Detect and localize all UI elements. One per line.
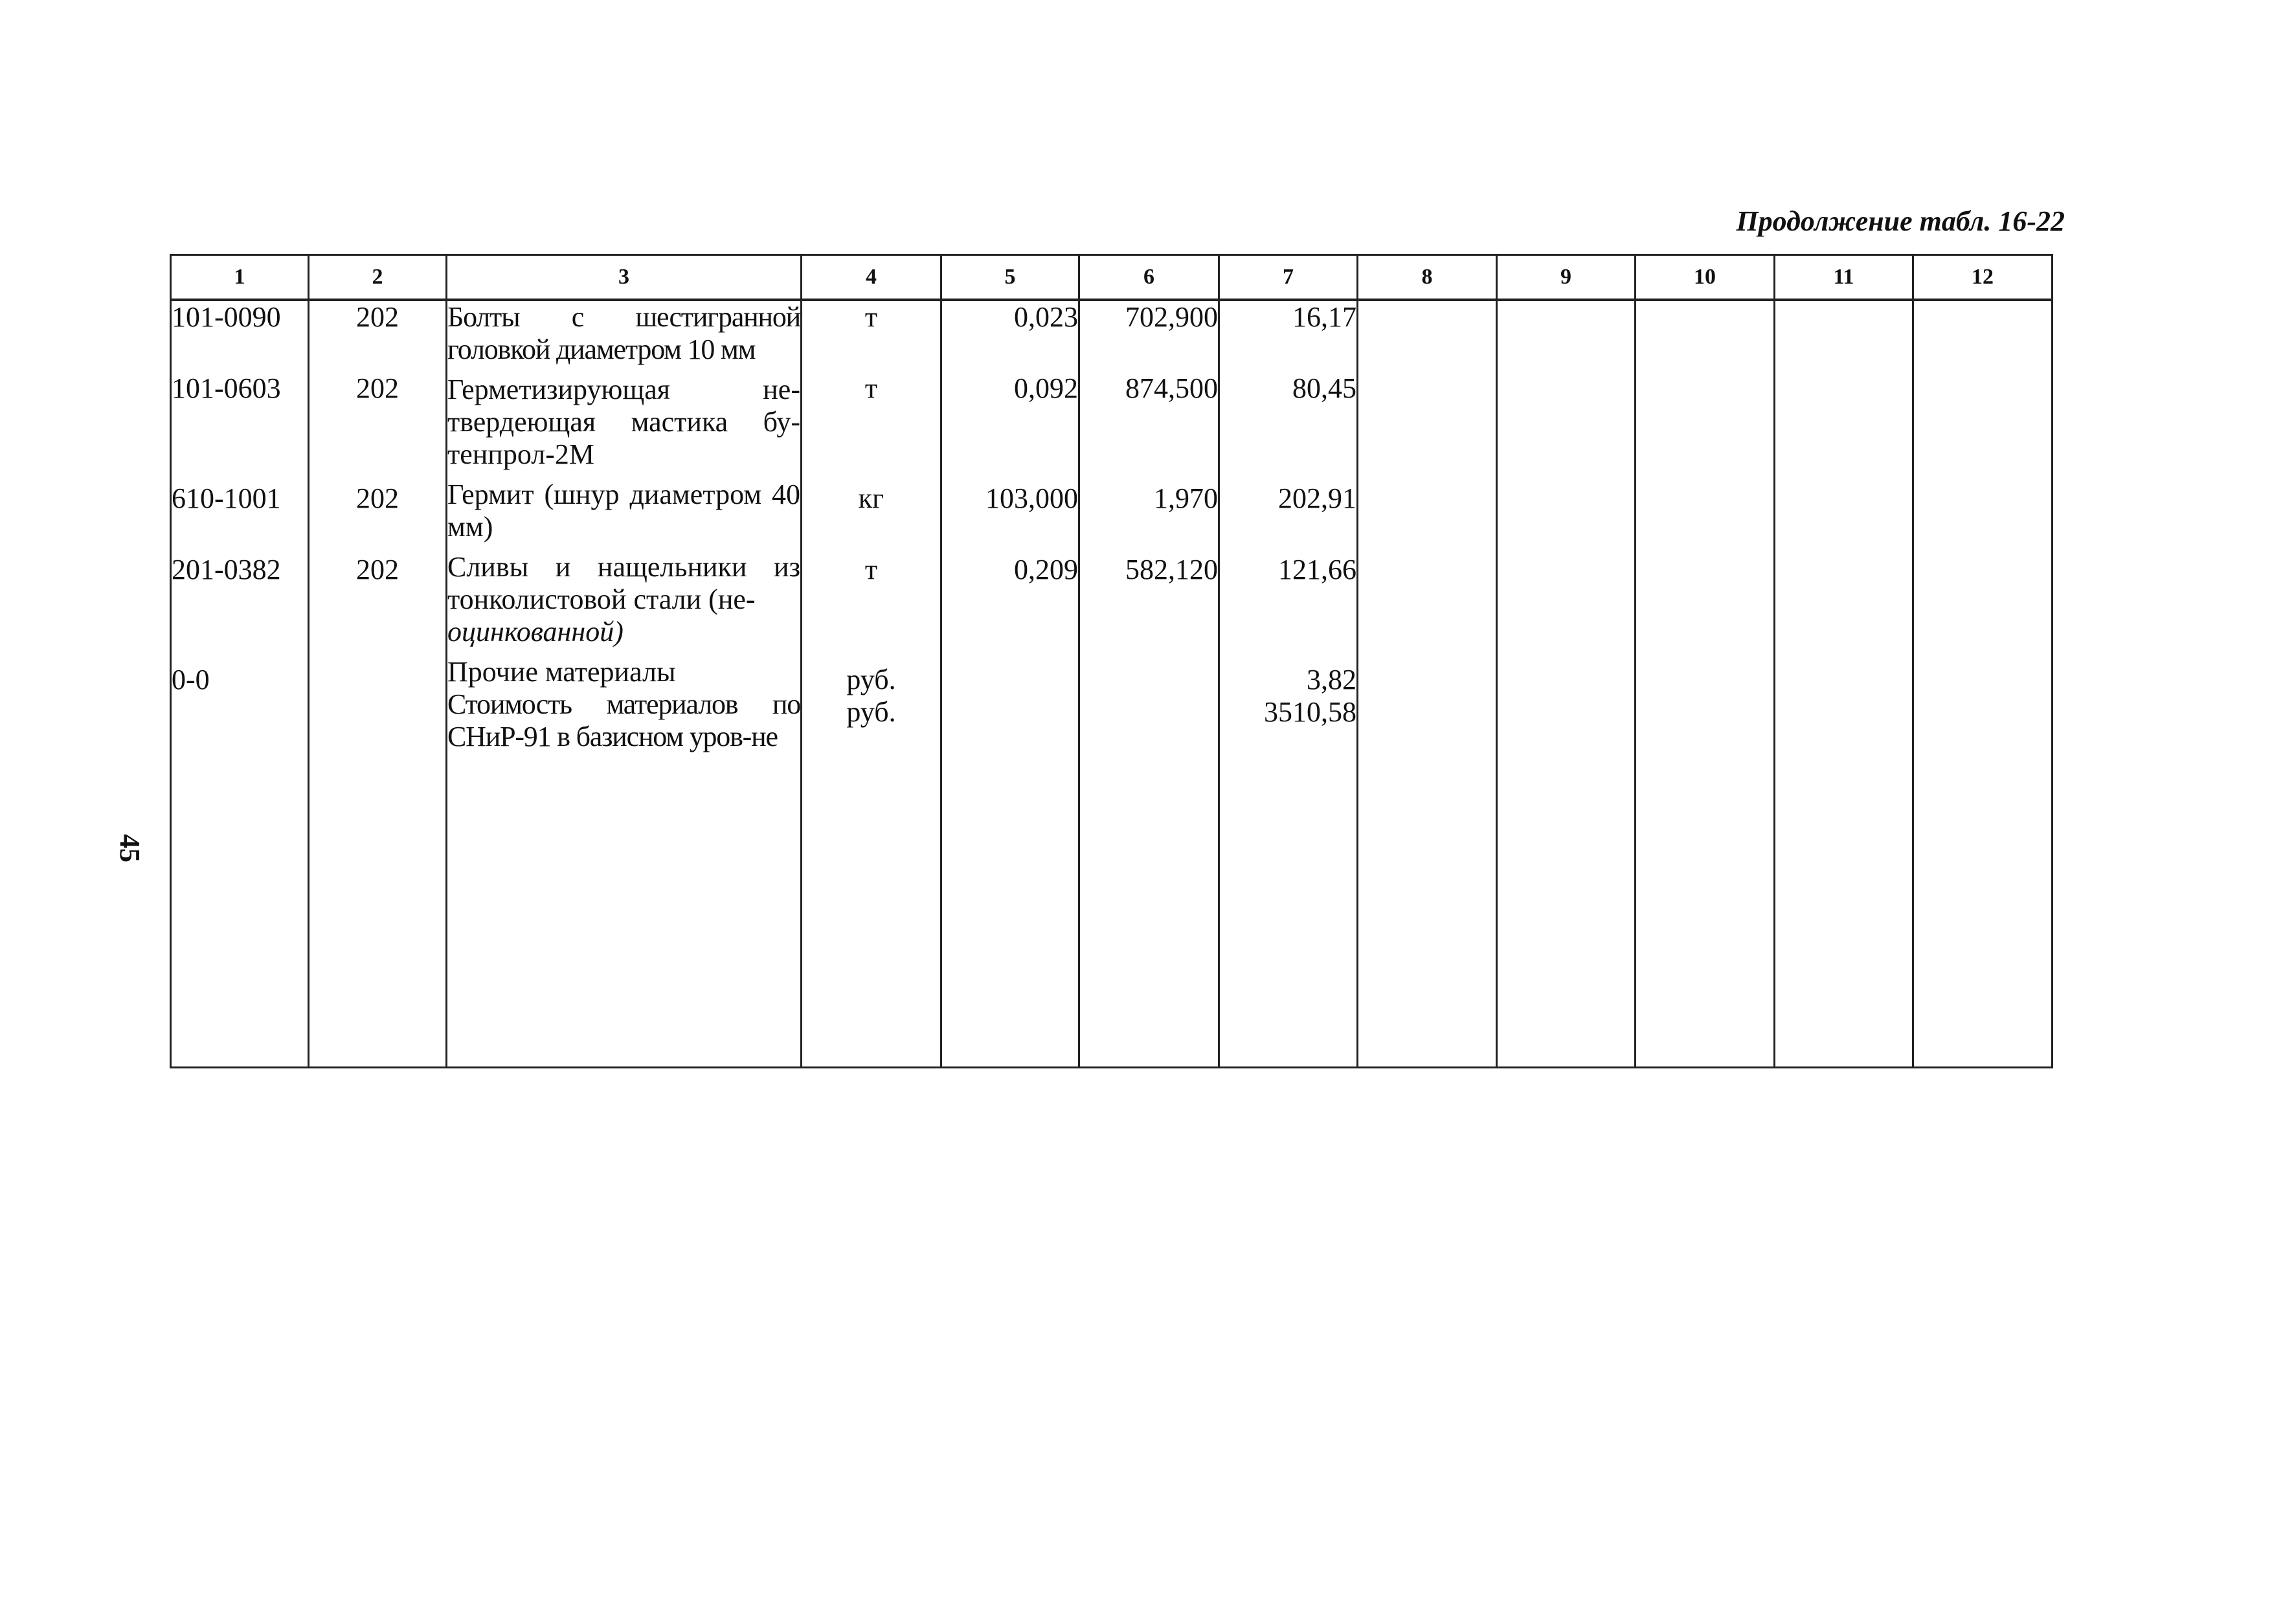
total-cell: 121,66 [1278, 554, 1356, 585]
description-cell: Герметизирующая не-твердеющая мастика бу-тенпрол-2М [447, 374, 800, 470]
col-10 [1636, 300, 1775, 1068]
quantity-cell: 0,209 [1014, 554, 1078, 585]
col-8 [1358, 300, 1497, 1068]
total-cell: 80,45 [1292, 372, 1356, 404]
col-2 [309, 300, 447, 1068]
table-caption: Продолжение табл. 16-22 [1736, 205, 2065, 237]
price-cell: 582,120 [1125, 554, 1218, 585]
col-11 [1775, 300, 1913, 1068]
materials-table [170, 254, 2053, 1068]
col2-cell: 202 [356, 482, 399, 514]
total-cell: 3510,58 [1264, 696, 1356, 728]
page-number: 45 [114, 834, 146, 863]
col2-cell: 202 [356, 554, 399, 585]
col-header-3: 3 [447, 255, 802, 300]
total-cell: 3,82 [1307, 664, 1356, 695]
description-cell: Гермит (шнур диаметром 40 мм) [447, 479, 800, 543]
description-cell: Прочие материалы [447, 656, 676, 688]
price-cell: 874,500 [1125, 372, 1218, 404]
unit-cell: т [864, 301, 878, 333]
col-header-8: 8 [1358, 255, 1497, 300]
unit-cell: руб. [846, 696, 896, 728]
unit-cell: руб. [846, 664, 896, 695]
quantity-cell: 103,000 [985, 482, 1078, 514]
unit-cell: т [864, 372, 878, 404]
description-cell: Стоимость материалов по СНиР-91 в базисном уров-не [447, 688, 800, 752]
col-header-10: 10 [1636, 255, 1775, 300]
col2-cell: 202 [356, 301, 399, 333]
description-cell [447, 551, 800, 648]
col-header-2: 2 [309, 255, 447, 300]
table-body-row [171, 300, 2052, 1068]
col-header-9: 9 [1497, 255, 1636, 300]
price-cell: 702,900 [1125, 301, 1218, 333]
col2-cell: 202 [356, 372, 399, 404]
code-cell: 101-0603 [172, 372, 281, 404]
description-text: Сливы и нащельники из тонколистовой стали (не- [447, 551, 800, 615]
price-cell: 1,970 [1154, 482, 1218, 514]
quantity-cell: 0,023 [1014, 301, 1078, 333]
total-cell: 16,17 [1292, 301, 1356, 333]
code-cell: 101-0090 [172, 301, 281, 333]
col-price [1079, 300, 1219, 1068]
col-header-1: 1 [171, 255, 309, 300]
col-unit [802, 300, 941, 1068]
col-description [447, 300, 802, 1068]
col-header-6: 6 [1079, 255, 1219, 300]
description-text-italic: оцинкованной) [447, 616, 624, 648]
quantity-cell: 0,092 [1014, 372, 1078, 404]
unit-cell: кг [858, 482, 884, 514]
code-cell: 201-0382 [172, 554, 281, 585]
col-header-12: 12 [1913, 255, 2052, 300]
code-cell: 0-0 [172, 664, 210, 695]
col-header-4: 4 [802, 255, 941, 300]
col-9 [1497, 300, 1636, 1068]
description-cell: Болты с шестигранной головкой диаметром 10 мм [447, 301, 800, 365]
col-header-11: 11 [1775, 255, 1913, 300]
col-total [1219, 300, 1358, 1068]
unit-cell: т [864, 554, 878, 585]
col-header-7: 7 [1219, 255, 1358, 300]
col-quantity [941, 300, 1079, 1068]
col-header-5: 5 [941, 255, 1079, 300]
header-row [171, 255, 2052, 300]
col-code [171, 300, 309, 1068]
code-cell: 610-1001 [172, 482, 281, 514]
total-cell: 202,91 [1278, 482, 1356, 514]
col-12 [1913, 300, 2052, 1068]
